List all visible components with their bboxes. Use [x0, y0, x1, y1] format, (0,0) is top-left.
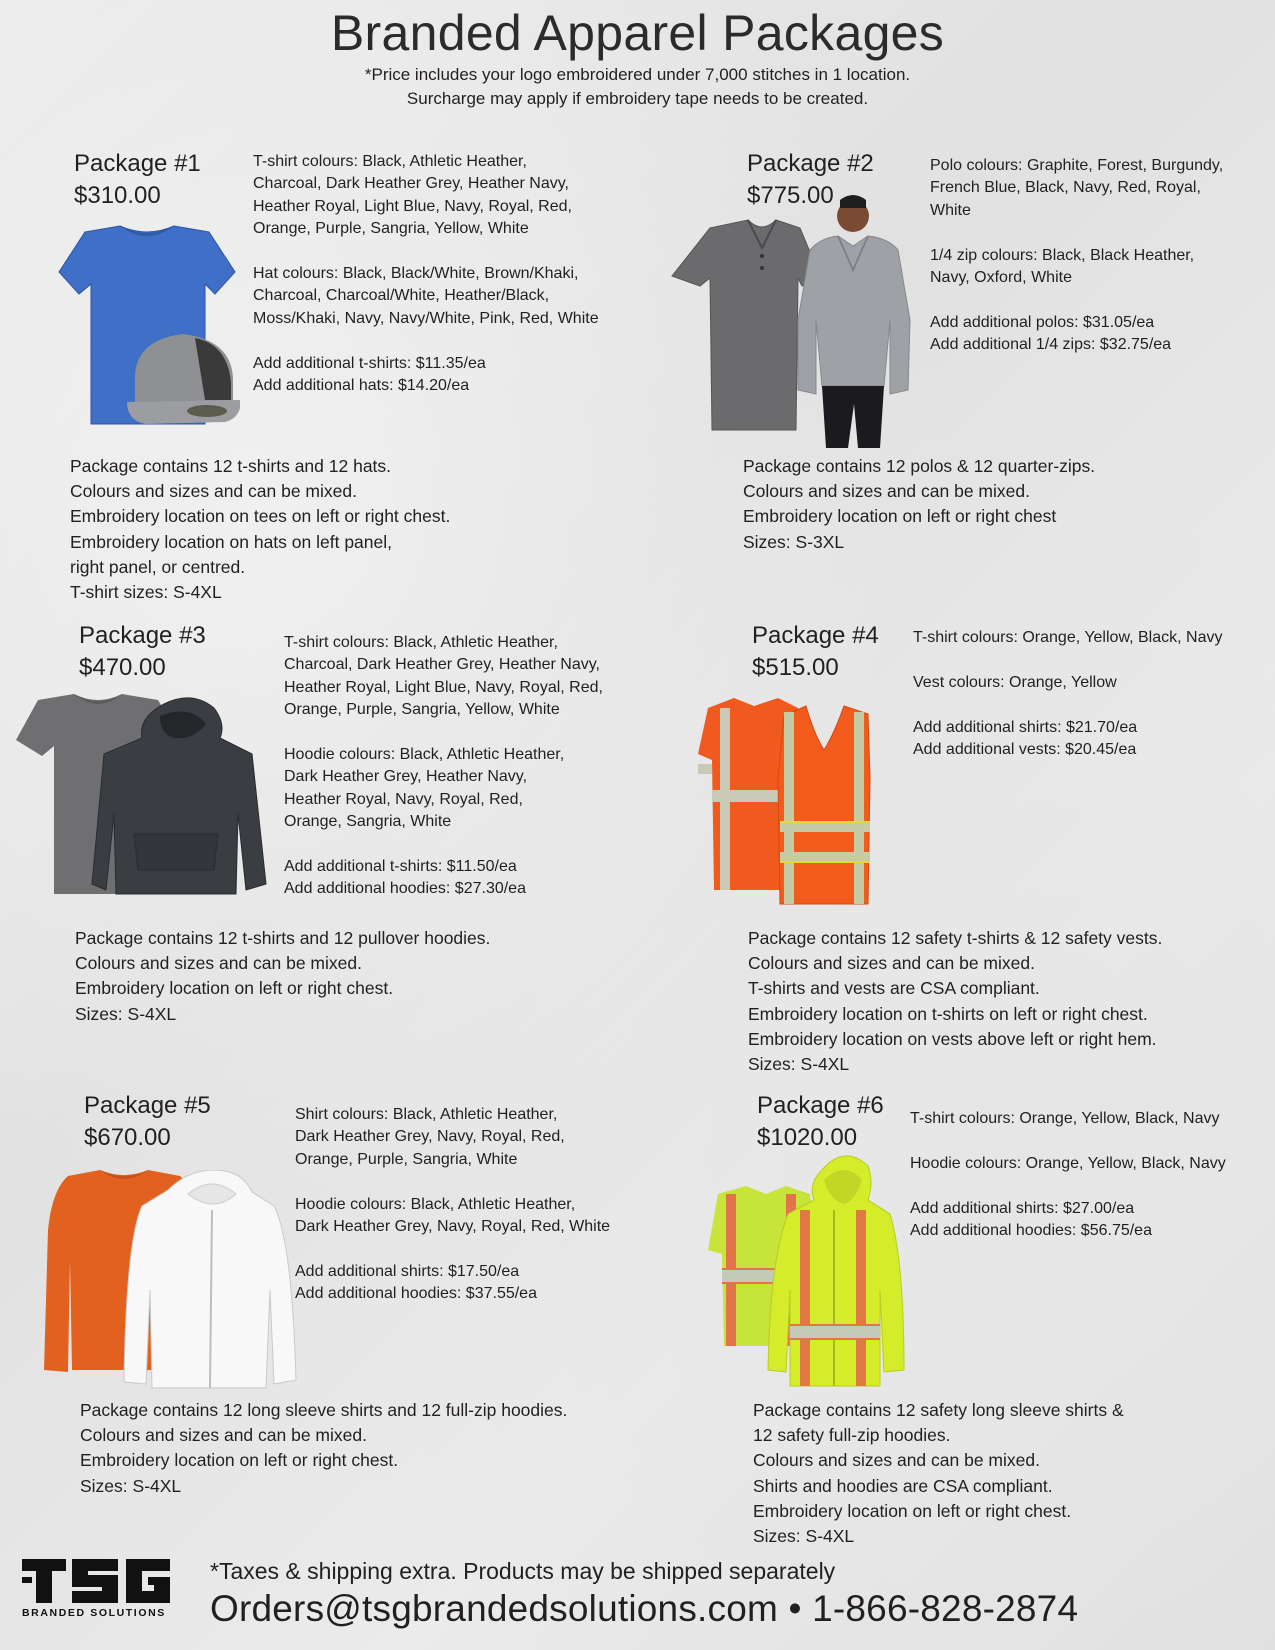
- package-4-image: [694, 694, 904, 912]
- package-1-name: Package #1: [74, 150, 201, 177]
- tsg-logo: [22, 1557, 182, 1621]
- tshirt-colours: T-shirt colours: Black, Athletic Heather, Charcoal, Dark Heather Grey, Heather Navy, Heather Royal, Light Blue, Navy, Royal, Red, Orange, Purple, Sangria, Yellow, White: [253, 153, 572, 238]
- package-2-price: $775.00: [747, 182, 834, 209]
- package-1-price: $310.00: [74, 182, 161, 209]
- package-1-image: [55, 222, 240, 452]
- additional-pricing: Add additional polos: $31.05/ea Add additional 1/4 zips: $32.75/ea: [930, 313, 1172, 354]
- package-3-price: $470.00: [79, 654, 166, 681]
- hoodie-colours: Hoodie colours: Orange, Yellow, Black, Navy: [910, 1154, 1226, 1172]
- package-5-image: [38, 1170, 300, 1398]
- page-subtitle: [0, 63, 1275, 111]
- additional-pricing: Add additional shirts: $27.00/ea Add additional hoodies: $56.75/ea: [910, 1199, 1152, 1239]
- package-4-details: [913, 627, 1222, 761]
- package-2-contains: Package contains 12 polos & 12 quarter-zips. Colours and sizes and can be mixed. Embroidery location on left or right chest Sizes: S-3XL: [743, 456, 1096, 552]
- package-1-contains: Package contains 12 t-shirts and 12 hats. Colours and sizes and can be mixed. Embroidery location on tees on left or right chest. Embroidery location on hats on left panel, right panel, or centred. T-shirt sizes: S-4XL: [70, 456, 451, 603]
- additional-pricing: Add additional t-shirts: $11.50/ea Add additional hoodies: $27.30/ea: [284, 858, 526, 898]
- package-3-name: Package #3: [79, 622, 206, 649]
- package-4-contains: Package contains 12 safety t-shirts & 12 safety vests. Colours and sizes and can be mixed. T-shirts and vests are CSA compliant. Embroidery location on t-shirts on left or right chest. Embroidery location on vests above left or right hem. Sizes: S-4XL: [748, 928, 1163, 1075]
- additional-pricing: Add additional shirts: $21.70/ea Add additional vests: $20.45/ea: [913, 718, 1138, 758]
- hoodie-colours: Hoodie colours: Black, Athletic Heather, Dark Heather Grey, Heather Navy, Heather Royal, Navy, Royal, Red, Orange, Sangria, White: [284, 746, 565, 831]
- hat-colours: Hat colours: Black, Black/White, Brown/Khaki, Charcoal, Charcoal/White, Heather/Black, Moss/Khaki, Navy, Navy/White, Pink, Red, White: [253, 265, 599, 327]
- package-4-name: Package #4: [752, 622, 879, 649]
- package-5-price: $670.00: [84, 1124, 171, 1151]
- package-6-name: Package #6: [757, 1092, 884, 1119]
- additional-pricing: Add additional shirts: $17.50/ea Add additional hoodies: $37.55/ea: [295, 1262, 537, 1303]
- subtitle-line: Surcharge may apply if embroidery tape needs to be created.: [406, 89, 869, 108]
- logo-tagline: BRANDED SOLUTIONS: [22, 1607, 166, 1619]
- quarter-zip-colours: 1/4 zip colours: Black, Black Heather, Navy, Oxford, White: [930, 246, 1195, 287]
- package-6-contains: Package contains 12 safety long sleeve shirts & 12 safety full-zip hoodies. Colours and sizes and can be mixed. Shirts and hoodies are CSA compliant. Embroidery location on left or right chest. Sizes: S-4XL: [753, 1400, 1124, 1547]
- vest-colours: Vest colours: Orange, Yellow: [913, 673, 1117, 691]
- polo-colours: Polo colours: Graphite, Forest, Burgundy, French Blue, Black, Navy, Red, Royal, White: [930, 157, 1224, 219]
- package-3-contains: Package contains 12 t-shirts and 12 pullover hoodies. Colours and sizes and can be mixed. Embroidery location on left or right chest. Sizes: S-4XL: [75, 928, 491, 1024]
- tshirt-colours: T-shirt colours: Orange, Yellow, Black, Navy: [910, 1110, 1220, 1127]
- footer-note: *Taxes & shipping extra. Products may be shipped separately: [210, 1558, 836, 1584]
- package-2-details: [930, 155, 1223, 357]
- package-1-details: [253, 151, 599, 397]
- hoodie-colours: Hoodie colours: Black, Athletic Heather, Dark Heather Grey, Navy, Royal, Red, White: [295, 1195, 611, 1236]
- tshirt-colours: T-shirt colours: Black, Athletic Heather, Charcoal, Dark Heather Grey, Heather Navy, Heather Royal, Light Blue, Navy, Royal, Red, Orange, Purple, Sangria, Yellow, White: [284, 634, 603, 719]
- package-6-price: $1020.00: [757, 1124, 858, 1151]
- page-title: Branded Apparel Packages: [330, 5, 945, 61]
- package-3-image: [14, 694, 279, 904]
- shirt-colours: Shirt colours: Black, Athletic Heather, Dark Heather Grey, Navy, Royal, Red, Orange, Purple, Sangria, White: [295, 1106, 565, 1168]
- package-4-price: $515.00: [752, 654, 839, 681]
- package-6-details: [910, 1108, 1226, 1242]
- package-3-details: [284, 632, 603, 901]
- tshirt-colours: T-shirt colours: Orange, Yellow, Black, Navy: [913, 629, 1223, 646]
- subtitle-line: *Price includes your logo embroidered under 7,000 stitches in 1 location.: [364, 65, 911, 84]
- package-6-image: [704, 1150, 914, 1390]
- package-2-name: Package #2: [747, 150, 874, 177]
- package-5-name: Package #5: [84, 1092, 211, 1119]
- additional-pricing: Add additional t-shirts: $11.35/ea Add additional hats: $14.20/ea: [253, 354, 486, 395]
- footer-contact[interactable]: Orders@tsgbrandedsolutions.com • 1-866-828-2874: [210, 1588, 1079, 1629]
- package-5-contains: Package contains 12 long sleeve shirts and 12 full-zip hoodies. Colours and sizes and can be mixed. Embroidery location on left or right chest. Sizes: S-4XL: [80, 1400, 568, 1496]
- package-2-image: [670, 190, 930, 450]
- package-5-details: [295, 1104, 610, 1306]
